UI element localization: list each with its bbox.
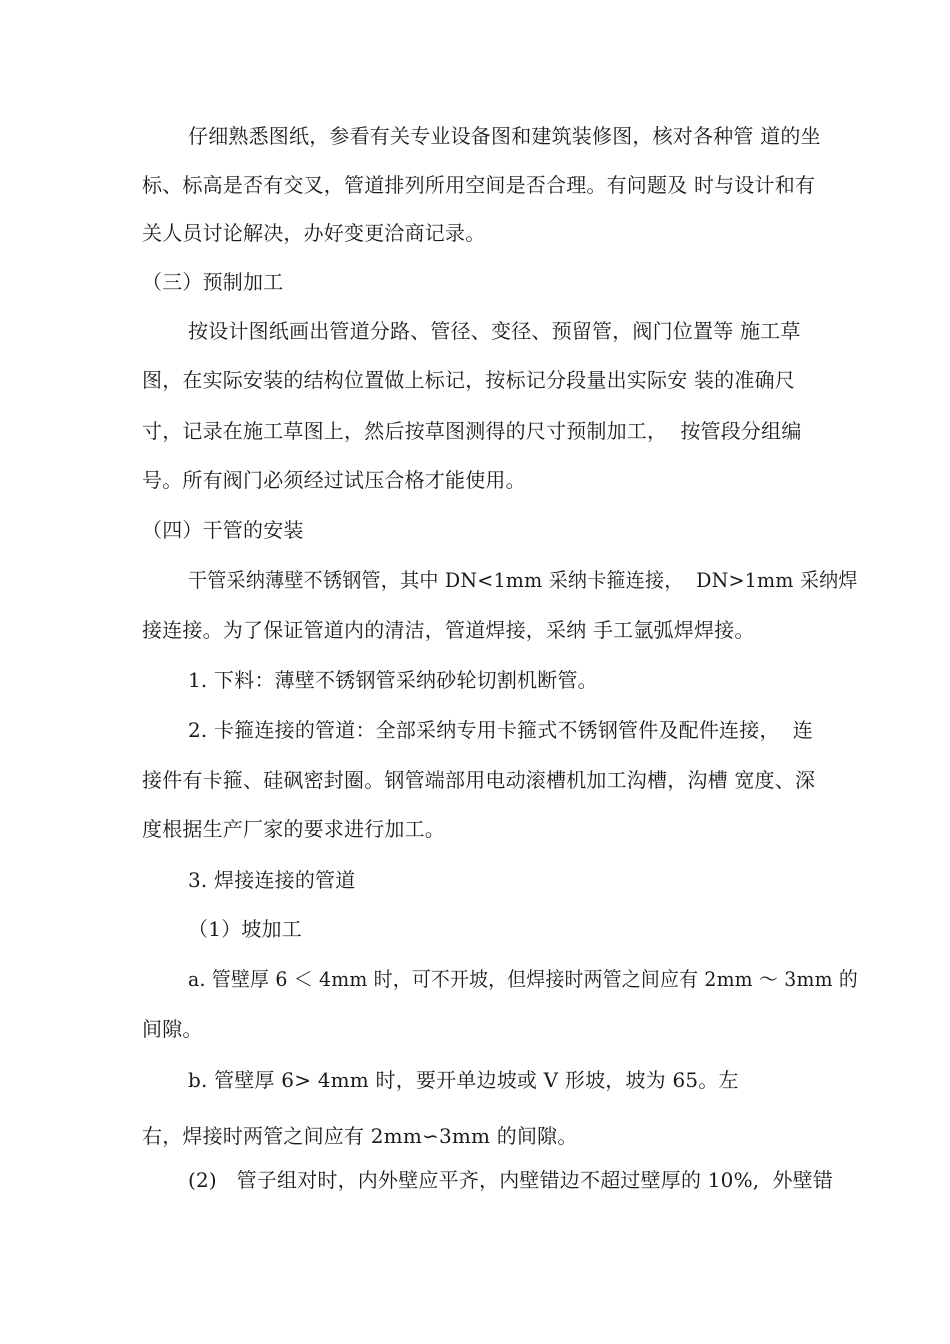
- text-line: (2) 管子组对时，内外壁应平齐，内壁错边不超过壁厚的 10%, 外壁错: [188, 1168, 834, 1192]
- text-line: 图，在实际安装的结构位置做上标记，按标记分段量出实际安 装的准确尺: [142, 368, 795, 392]
- text-line: 号。所有阀门必须经过试压合格才能使用。: [142, 468, 526, 492]
- text-line: a. 管壁厚 6 ＜ 4mm 时，可不开坡，但焊接时两管之间应有 2mm ～ 3mm 的: [188, 967, 859, 991]
- text-line: 接件有卡箍、硅砜密封圈。钢管端部用电动滚槽机加工沟槽，沟槽 宽度、深: [142, 768, 816, 792]
- text-line: b. 管壁厚 6> 4mm 时，要开单边坡或 V 形坡，坡为 65。左: [188, 1068, 739, 1092]
- text-line: 1. 下料：薄壁不锈钢管采纳砂轮切割机断管。: [188, 668, 598, 692]
- section-heading: （三）预制加工: [142, 270, 284, 294]
- text-line: 度根据生产厂家的要求进行加工。: [142, 817, 445, 841]
- text-line: 接连接。为了保证管道内的清洁，管道焊接，采纳 手工氩弧焊焊接。: [142, 618, 755, 642]
- text-line: 干管采纳薄壁不锈钢管，其中 DN<1mm 采纳卡箍连接， DN>1mm 采纳焊: [188, 568, 858, 592]
- section-heading: （四）干管的安装: [142, 518, 304, 542]
- text-line: 仔细熟悉图纸，参看有关专业设备图和建筑装修图，核对各种管 道的坐: [188, 124, 821, 148]
- text-line: 右，焊接时两管之间应有 2mm∽3mm 的间隙。: [142, 1124, 578, 1148]
- text-line: 间隙。: [142, 1017, 203, 1041]
- text-line: 关人员讨论解决，办好变更洽商记录。: [142, 221, 486, 245]
- text-line: 标、标高是否有交叉，管道排列所用空间是否合理。有问题及 时与设计和有: [142, 173, 816, 197]
- text-line: （1）坡加工: [188, 917, 302, 941]
- text-line: 2. 卡箍连接的管道：全部采纳专用卡箍式不锈钢管件及配件连接， 连: [188, 718, 813, 742]
- text-line: 3. 焊接连接的管道: [188, 868, 356, 892]
- text-line: 寸，记录在施工草图上，然后按草图测得的尺寸预制加工， 按管段分组编: [142, 419, 802, 443]
- text-line: 按设计图纸画出管道分路、管径、变径、预留管，阀门位置等 施工草: [188, 319, 801, 343]
